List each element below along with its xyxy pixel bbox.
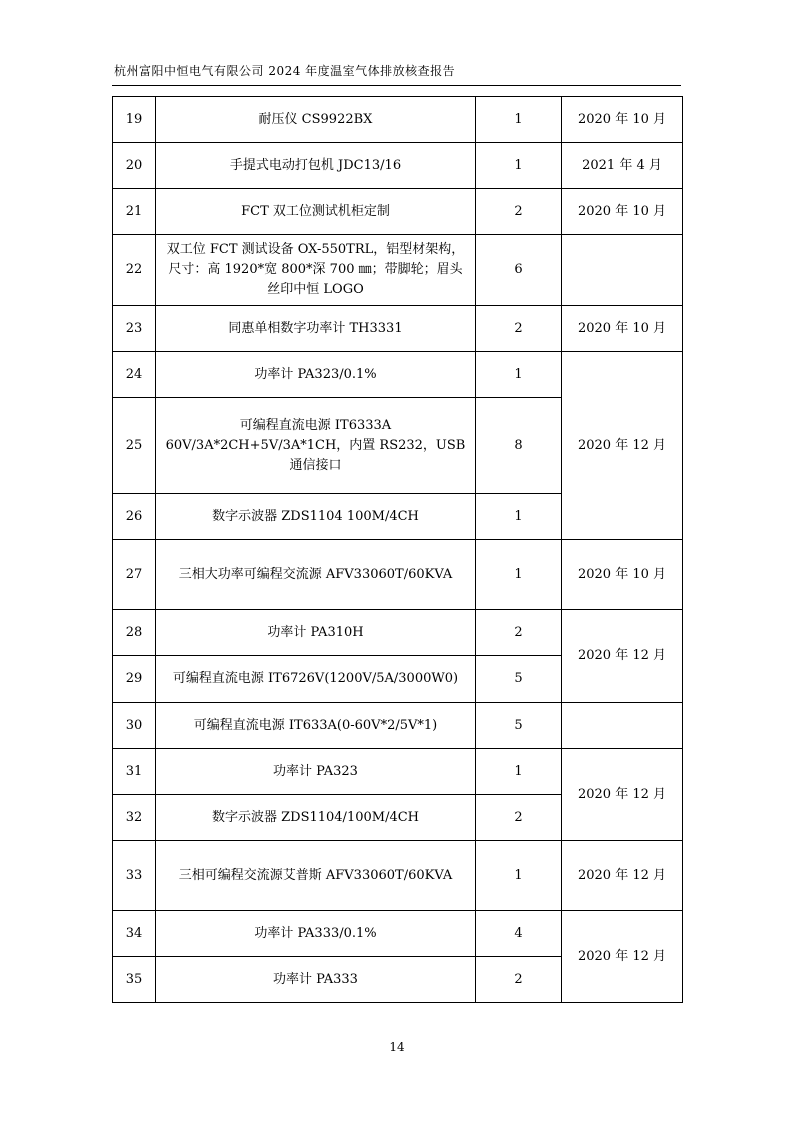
row-number: 20 bbox=[113, 143, 156, 189]
table-row bbox=[113, 841, 683, 911]
row-number: 21 bbox=[113, 189, 156, 235]
row-number: 29 bbox=[113, 656, 156, 703]
equipment-quantity: 6 bbox=[476, 235, 562, 306]
row-number: 30 bbox=[113, 703, 156, 749]
equipment-name: 双工位 FCT 测试设备 OX-550TRL，铝型材架构，尺寸：高 1920*宽 800*深 700 ㎜；带脚轮；眉头丝印中恒 LOGO bbox=[156, 235, 476, 306]
equipment-name: 可编程直流电源 IT6726V(1200V/5A/3000W0) bbox=[156, 656, 476, 703]
purchase-date bbox=[562, 235, 683, 306]
equipment-quantity: 2 bbox=[476, 189, 562, 235]
purchase-date: 2020 年 12 月 bbox=[562, 841, 683, 911]
purchase-date: 2020 年 10 月 bbox=[562, 540, 683, 610]
purchase-date: 2020 年 12 月 bbox=[562, 352, 683, 540]
purchase-date: 2020 年 10 月 bbox=[562, 97, 683, 143]
equipment-name: 数字示波器 ZDS1104/100M/4CH bbox=[156, 795, 476, 841]
table-row bbox=[113, 703, 683, 749]
equipment-name: 功率计 PA323/0.1% bbox=[156, 352, 476, 398]
equipment-name: 数字示波器 ZDS1104 100M/4CH bbox=[156, 494, 476, 540]
table-row bbox=[113, 749, 683, 795]
equipment-name: 功率计 PA323 bbox=[156, 749, 476, 795]
equipment-quantity: 1 bbox=[476, 352, 562, 398]
equipment-name: 同惠单相数字功率计 TH3331 bbox=[156, 306, 476, 352]
row-number: 32 bbox=[113, 795, 156, 841]
equipment-quantity: 8 bbox=[476, 398, 562, 494]
table-row bbox=[113, 911, 683, 957]
table-row bbox=[113, 610, 683, 656]
page-number: 14 bbox=[389, 1040, 405, 1054]
equipment-name: 手提式电动打包机 JDC13/16 bbox=[156, 143, 476, 189]
equipment-quantity: 5 bbox=[476, 656, 562, 703]
purchase-date: 2021 年 4 月 bbox=[562, 143, 683, 189]
equipment-name: 耐压仪 CS9922BX bbox=[156, 97, 476, 143]
equipment-quantity: 1 bbox=[476, 143, 562, 189]
equipment-quantity: 5 bbox=[476, 703, 562, 749]
table-row bbox=[113, 189, 683, 235]
row-number: 27 bbox=[113, 540, 156, 610]
table-row bbox=[113, 306, 683, 352]
row-number: 23 bbox=[113, 306, 156, 352]
row-number: 19 bbox=[113, 97, 156, 143]
purchase-date bbox=[562, 703, 683, 749]
row-number: 25 bbox=[113, 398, 156, 494]
purchase-date: 2020 年 12 月 bbox=[562, 911, 683, 1003]
equipment-quantity: 4 bbox=[476, 911, 562, 957]
equipment-name: 功率计 PA310H bbox=[156, 610, 476, 656]
equipment-quantity: 2 bbox=[476, 306, 562, 352]
table-row bbox=[113, 352, 683, 398]
equipment-table bbox=[112, 96, 683, 1003]
equipment-name: 三相可编程交流源艾普斯 AFV33060T/60KVA bbox=[156, 841, 476, 911]
equipment-name: FCT 双工位测试机柜定制 bbox=[156, 189, 476, 235]
equipment-quantity: 2 bbox=[476, 957, 562, 1003]
row-number: 34 bbox=[113, 911, 156, 957]
equipment-quantity: 1 bbox=[476, 494, 562, 540]
row-number: 31 bbox=[113, 749, 156, 795]
page-header: 杭州富阳中恒电气有限公司 2024 年度温室气体排放核查报告 bbox=[114, 64, 456, 78]
equipment-quantity: 2 bbox=[476, 795, 562, 841]
row-number: 33 bbox=[113, 841, 156, 911]
row-number: 28 bbox=[113, 610, 156, 656]
row-number: 26 bbox=[113, 494, 156, 540]
table-row bbox=[113, 235, 683, 306]
equipment-name: 功率计 PA333/0.1% bbox=[156, 911, 476, 957]
equipment-name: 可编程直流电源 IT6333A 60V/3A*2CH+5V/3A*1CH，内置 RS232，USB 通信接口 bbox=[156, 398, 476, 494]
table-row bbox=[113, 540, 683, 610]
equipment-quantity: 1 bbox=[476, 540, 562, 610]
table-row bbox=[113, 143, 683, 189]
purchase-date: 2020 年 10 月 bbox=[562, 306, 683, 352]
equipment-name: 三相大功率可编程交流源 AFV33060T/60KVA bbox=[156, 540, 476, 610]
equipment-quantity: 2 bbox=[476, 610, 562, 656]
row-number: 35 bbox=[113, 957, 156, 1003]
equipment-quantity: 1 bbox=[476, 97, 562, 143]
equipment-name: 可编程直流电源 IT633A(0-60V*2/5V*1) bbox=[156, 703, 476, 749]
row-number: 22 bbox=[113, 235, 156, 306]
equipment-name: 功率计 PA333 bbox=[156, 957, 476, 1003]
equipment-quantity: 1 bbox=[476, 749, 562, 795]
table-row bbox=[113, 97, 683, 143]
purchase-date: 2020 年 10 月 bbox=[562, 189, 683, 235]
purchase-date: 2020 年 12 月 bbox=[562, 749, 683, 841]
purchase-date: 2020 年 12 月 bbox=[562, 610, 683, 703]
header-rule bbox=[112, 85, 681, 86]
equipment-quantity: 1 bbox=[476, 841, 562, 911]
row-number: 24 bbox=[113, 352, 156, 398]
